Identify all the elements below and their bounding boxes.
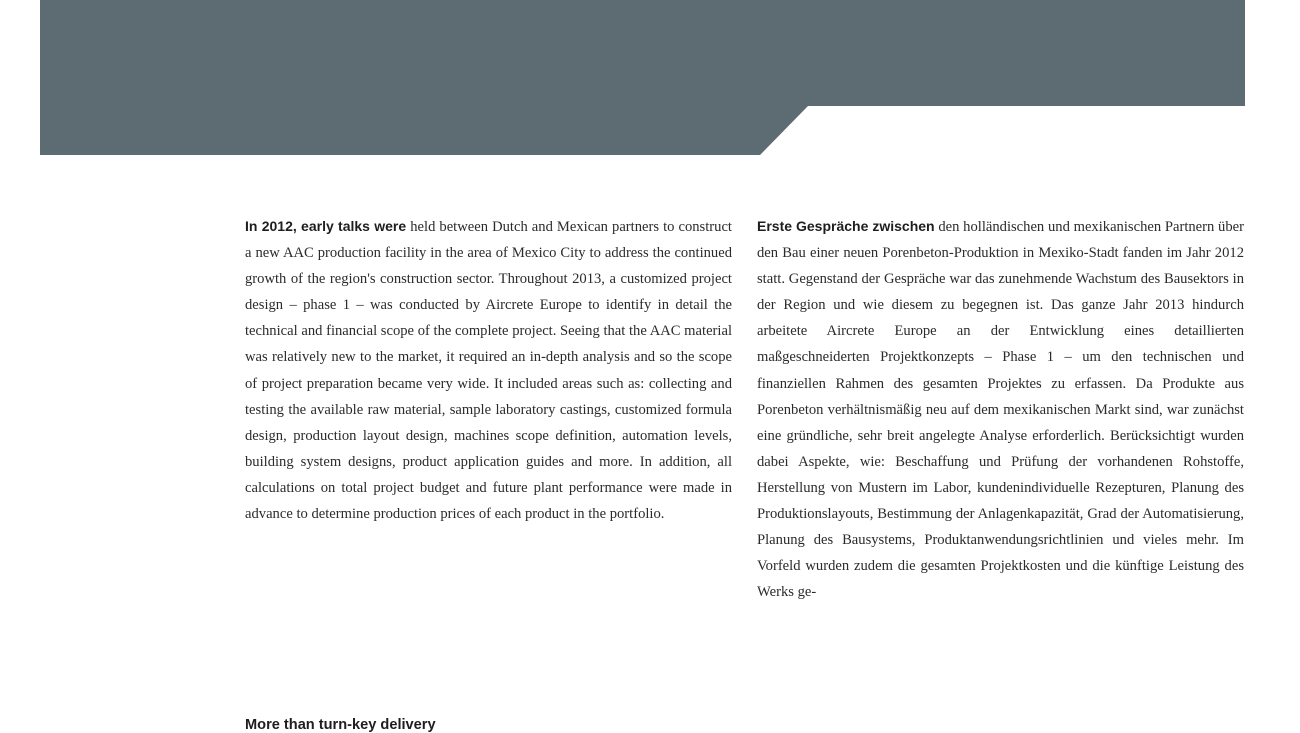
header-banner-shape	[40, 0, 1245, 155]
header-banner	[0, 0, 1300, 160]
english-column	[245, 213, 732, 527]
german-column	[757, 213, 1244, 605]
english-lead-in: In 2012, early talks were	[245, 218, 407, 234]
german-lead-in: Erste Gespräche zwischen	[757, 218, 935, 234]
english-body-text: held between Dutch and Mexican partners to construct a new AAC production facility in the area of Mexico City to address the continued growth of the region's construction sector. Throughout 2013, a customized project design – phase 1 – was conducted by Aircrete Europe to identify in detail the technical and financial scope of the complete project. Seeing that the AAC material was relatively new to the market, it required an in-depth analysis and so the scope of project preparation became very wide. It included areas such as: collecting and testing the available raw material, sample laboratory castings, customized formula design, production layout design, machines scope definition, automation levels, building system designs, product application guides and more. In addition, all calculations on total project budget and future plant performance were made in advance to determine production prices of each product in the portfolio.	[245, 219, 732, 523]
section-subheading: More than turn-key delivery	[245, 717, 436, 733]
german-body-text: den holländischen und mexikanischen Partnern über den Bau einer neuen Porenbeton-Produktion in Mexiko-Stadt fanden im Jahr 2012 statt. Gegenstand der Gespräche war das zunehmende Wachstum des Bausektors in der Region und wie diesem zu begegnen ist. Das ganze Jahr 2013 hindurch arbeitete Aircrete Europe an der Entwicklung eines detaillierten maßgeschneiderten Projektkonzepts – Phase 1 – um den technischen und finanziellen Rahmen des gesamten Projektes zu erfassen. Da Produkte aus Porenbeton verhältnismäßig neu auf dem mexikanischen Markt sind, war zunächst eine gründliche, sehr breit angelegte Analyse erforderlich. Berücksichtigt wurden dabei Aspekte, wie: Beschaffung und Prüfung der vorhandenen Rohstoffe, Herstellung von Mustern im Labor, kundenindividuelle Rezepturen, Planung des Produktionslayouts, Bestimmung der Anlagenkapazität, Grad der Automatisierung, Planung des Bausystems, Produktanwendungsrichtlinien und vieles mehr. Im Vorfeld wurden zudem die gesamten Projektkosten und die künftige Leistung des Werks ge-	[757, 219, 1244, 601]
